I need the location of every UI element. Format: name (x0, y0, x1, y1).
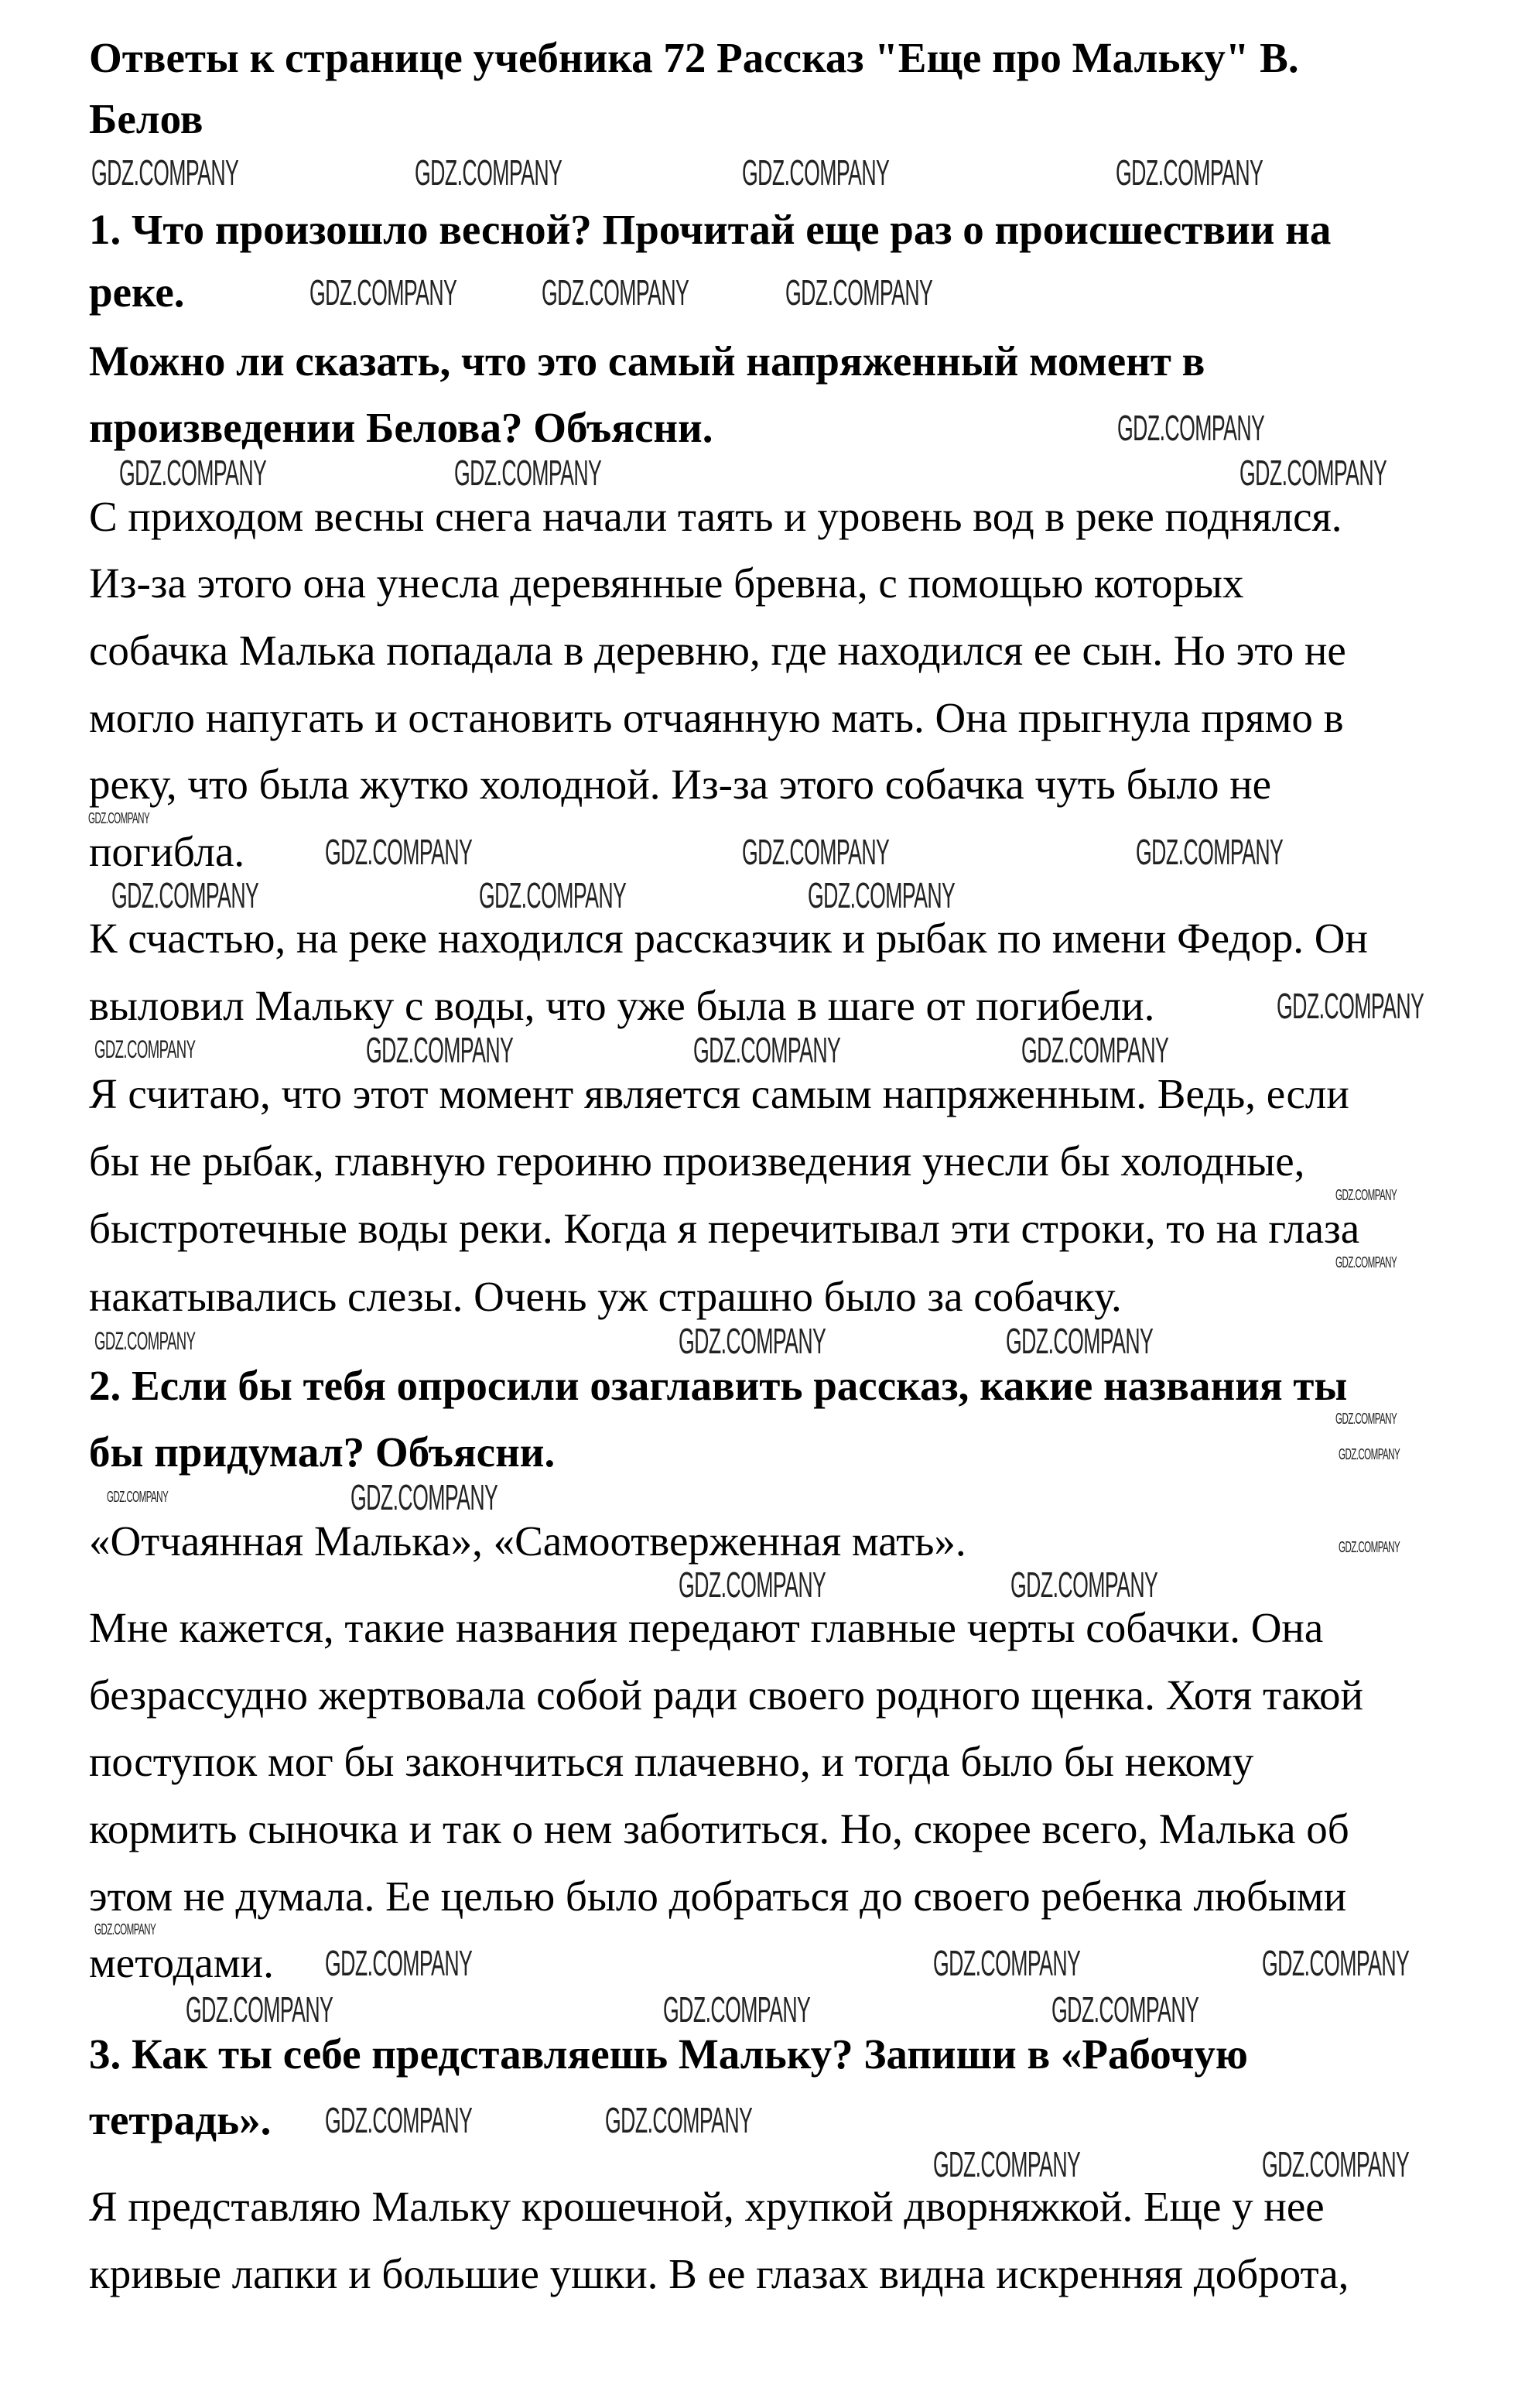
answer-paragraph: кормить сыночка и так о нем заботиться. Но, скорее всего, Малька об (89, 1805, 1349, 1852)
watermark: GDZ.COMPANY (679, 1321, 826, 1361)
question-3: 3. Как ты себе представляешь Мальку? Запиши в «Рабочую (89, 2030, 1248, 2078)
question-1: произведении Белова? Объясни. (89, 404, 713, 451)
page-title: Ответы к странице учебника 72 Рассказ "Еще про Мальку" В. (89, 34, 1299, 81)
watermark: GDZ.COMPANY (1262, 2144, 1410, 2184)
watermark: GDZ.COMPANY (933, 2144, 1081, 2184)
answer-paragraph: погибла. (89, 828, 245, 875)
answer-paragraph: безрассудно жертвовала собой ради своего родного щенка. Хотя такой (89, 1671, 1363, 1719)
watermark: GDZ.COMPANY (415, 152, 562, 193)
answer-paragraph: накатывались слезы. Очень уж страшно было за собачку. (89, 1273, 1122, 1320)
watermark: GDZ.COMPANY (111, 875, 259, 915)
watermark: GDZ.COMPANY (1339, 1446, 1400, 1463)
watermark: GDZ.COMPANY (1051, 1989, 1199, 2030)
answer-paragraph: выловил Мальку с воды, что уже была в шаге от погибели. (89, 982, 1155, 1029)
watermark: GDZ.COMPANY (1006, 1321, 1154, 1361)
question-3: тетрадь». (89, 2096, 272, 2143)
watermark: GDZ.COMPANY (88, 810, 150, 827)
watermark: GDZ.COMPANY (94, 1921, 156, 1938)
watermark: GDZ.COMPANY (663, 1989, 811, 2030)
watermark: GDZ.COMPANY (309, 272, 457, 313)
answer-paragraph: С приходом весны снега начали таять и уровень вод в реке поднялся. (89, 493, 1342, 540)
watermark: GDZ.COMPANY (1021, 1030, 1169, 1070)
answer-paragraph: могло напугать и остановить отчаянную мать. Она прыгнула прямо в (89, 694, 1344, 741)
watermark: GDZ.COMPANY (808, 875, 956, 915)
question-1: реке. (89, 269, 185, 316)
page-title: Белов (89, 95, 203, 142)
watermark: GDZ.COMPANY (94, 1327, 196, 1355)
watermark: GDZ.COMPANY (325, 1943, 473, 1983)
watermark: GDZ.COMPANY (1262, 1943, 1410, 1983)
watermark: GDZ.COMPANY (1335, 1187, 1397, 1204)
answer-paragraph: кривые лапки и большие ушки. В ее глазах видна искренняя доброта, (89, 2250, 1349, 2297)
answer-paragraph: Из-за этого она унесла деревянные бревна, с помощью которых (89, 559, 1244, 607)
watermark: GDZ.COMPANY (1335, 1411, 1397, 1428)
watermark: GDZ.COMPANY (91, 152, 239, 193)
watermark: GDZ.COMPANY (325, 2100, 473, 2140)
watermark: GDZ.COMPANY (1116, 152, 1263, 193)
watermark: GDZ.COMPANY (94, 1035, 196, 1063)
watermark: GDZ.COMPANY (1339, 1539, 1400, 1556)
watermark: GDZ.COMPANY (605, 2100, 753, 2140)
watermark: GDZ.COMPANY (1239, 453, 1387, 493)
watermark: GDZ.COMPANY (933, 1943, 1081, 1983)
watermark: GDZ.COMPANY (1335, 1254, 1397, 1271)
watermark: GDZ.COMPANY (785, 272, 933, 313)
watermark: GDZ.COMPANY (742, 152, 890, 193)
answer-paragraph: поступок мог бы закончиться плачевно, и тогда было бы некому (89, 1738, 1254, 1785)
question-2: 2. Если бы тебя опросили озаглавить рассказ, какие названия ты (89, 1362, 1348, 1409)
answer-paragraph: бы не рыбак, главную героиню произведения унесли бы холодные, (89, 1137, 1305, 1185)
watermark: GDZ.COMPANY (1010, 1565, 1158, 1605)
watermark: GDZ.COMPANY (119, 453, 267, 493)
watermark: GDZ.COMPANY (454, 453, 602, 493)
answer-paragraph: «Отчаянная Малька», «Самоотверженная мать». (89, 1517, 966, 1565)
answer-paragraph: Я считаю, что этот момент является самым напряженным. Ведь, если (89, 1070, 1349, 1117)
answer-paragraph: быстротечные воды реки. Когда я перечитывал эти строки, то на глаза (89, 1205, 1360, 1252)
watermark: GDZ.COMPANY (1136, 832, 1284, 872)
answer-paragraph: собачка Малька попадала в деревню, где находился ее сын. Но это не (89, 627, 1346, 674)
watermark: GDZ.COMPANY (186, 1989, 333, 2030)
watermark: GDZ.COMPANY (693, 1030, 841, 1070)
watermark: GDZ.COMPANY (542, 272, 689, 313)
answer-paragraph: реку, что была жутко холодной. Из-за этого собачка чуть было не (89, 761, 1272, 808)
watermark: GDZ.COMPANY (366, 1030, 514, 1070)
answer-paragraph: К счастью, на реке находился рассказчик и рыбак по имени Федор. Он (89, 915, 1368, 962)
watermark: GDZ.COMPANY (1277, 986, 1424, 1026)
watermark: GDZ.COMPANY (742, 832, 890, 872)
watermark: GDZ.COMPANY (350, 1477, 498, 1517)
question-1: 1. Что произошло весной? Прочитай еще раз о происшествии на (89, 206, 1332, 253)
watermark: GDZ.COMPANY (479, 875, 627, 915)
question-1: Можно ли сказать, что это самый напряженный момент в (89, 337, 1205, 385)
answer-paragraph: методами. (89, 1939, 274, 1986)
question-2: бы придумал? Объясни. (89, 1428, 556, 1476)
watermark: GDZ.COMPANY (107, 1489, 169, 1506)
watermark: GDZ.COMPANY (325, 832, 473, 872)
answer-paragraph: Мне кажется, такие названия передают главные черты собачки. Она (89, 1604, 1324, 1651)
answer-paragraph: этом не думала. Ее целью было добраться до своего ребенка любыми (89, 1873, 1347, 1920)
watermark: GDZ.COMPANY (1117, 408, 1265, 448)
watermark: GDZ.COMPANY (679, 1565, 826, 1605)
answer-paragraph: Я представляю Мальку крошечной, хрупкой дворняжкой. Еще у нее (89, 2183, 1325, 2230)
